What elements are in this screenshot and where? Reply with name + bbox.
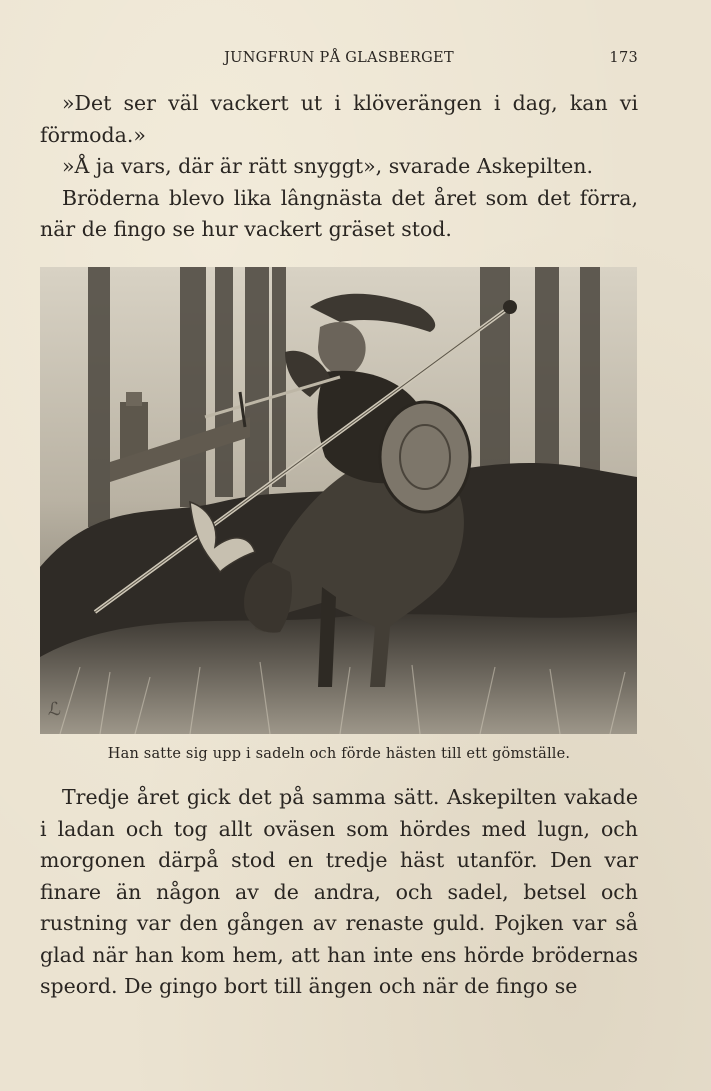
bottom-text-block — [40, 782, 638, 1003]
svg-text:ℒ: ℒ — [48, 699, 61, 720]
illustration-caption: Han satte sig upp i sadeln och förde hästen till ett gömställe. — [107, 746, 571, 762]
paragraph-narration-2: Tredje året gick det på samma sätt. Askepilten vakade i ladan och tog allt oväsen som hördes med lugn, och morgonen därpå stod en tredje häst utanför. Den var finare än någon av de andra, och sadel, betsel och rustning var den gången av renaste guld. Pojken var så glad när han kom hem, att han inte ens hörde brödernas speord. De gingo bort till ängen och när de fingo se — [40, 785, 638, 998]
paragraph-narration-1: Bröderna blevo lika lângnästa det året som det förra, när de fingo se hur vackert gräset stod. — [40, 185, 638, 241]
illustration-rider-on-horse — [40, 267, 637, 734]
top-text-block — [40, 88, 638, 246]
page-number: 173 — [609, 50, 638, 66]
paragraph-dialogue-1: »Det ser väl vackert ut i klöverängen i dag, kan vi förmoda.» — [40, 91, 638, 147]
running-head — [40, 50, 638, 72]
paragraph-dialogue-2: »Å ja vars, där är rätt snyggt», svarade Askepilten. — [62, 154, 594, 178]
chapter-title: JUNGFRUN PÅ GLASBERGET — [224, 50, 454, 66]
